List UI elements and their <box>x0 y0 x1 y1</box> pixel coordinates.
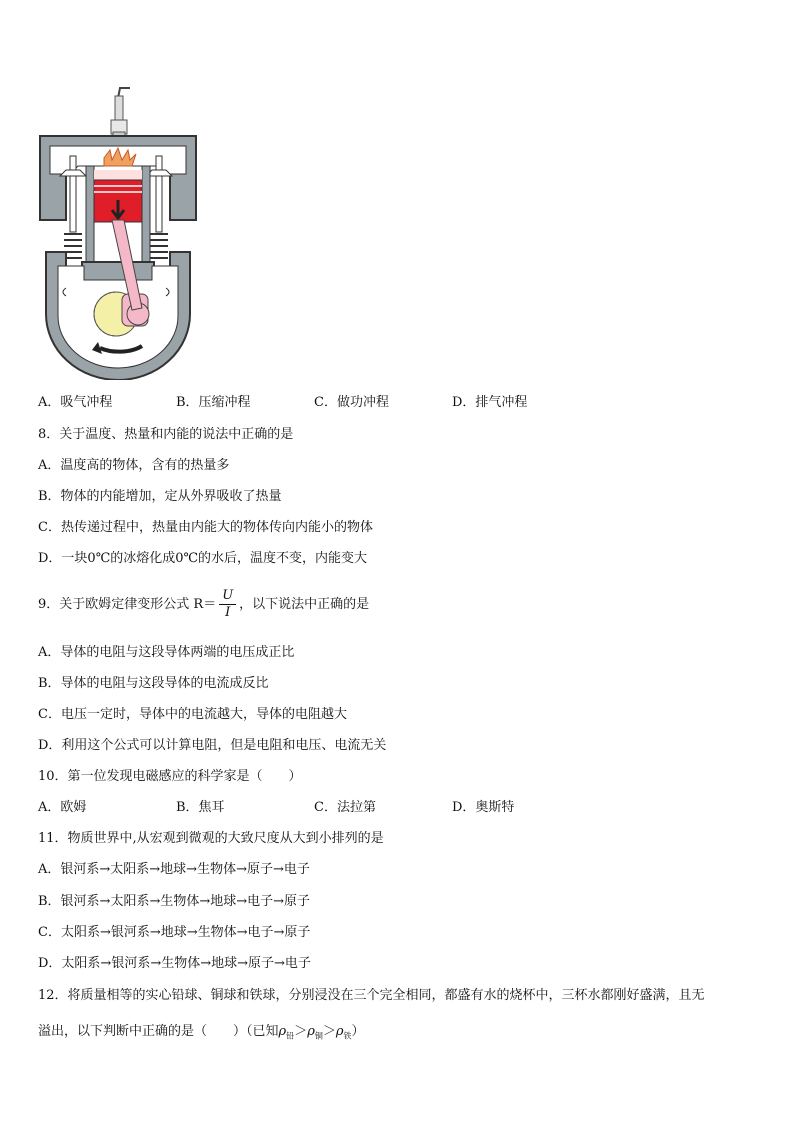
q11-option-b[interactable]: B．银河系→太阳系→生物体→地球→电子→原子 <box>38 894 311 909</box>
gt-sign-2: ＞ <box>322 1024 336 1039</box>
q12-line2-prefix: 溢出，以下判断中正确的是（ ）（已知 <box>38 1024 279 1039</box>
formula-numerator: U <box>219 588 236 605</box>
rho-lead: $\rho_铅$ <box>278 1024 295 1041</box>
q10-option-d[interactable]: D．奥斯特 <box>452 800 515 815</box>
q10-stem: 10．第一位发现电磁感应的科学家是（ ） <box>38 769 302 784</box>
engine-diagram <box>38 84 198 380</box>
ohm-formula-fraction <box>219 588 236 621</box>
q8-option-b[interactable]: B．物体的内能增加，定从外界吸收了热量 <box>38 489 282 504</box>
q9-option-c[interactable]: C．电压一定时，导体中的电流越大，导体的电阻越大 <box>38 707 347 722</box>
q7-option-a[interactable]: A．吸气冲程 <box>38 395 113 410</box>
q9-option-b[interactable]: B．导体的电阻与这段导体的电流成反比 <box>38 676 269 691</box>
q10-option-c[interactable]: C．法拉第 <box>314 800 376 815</box>
rho-iron: $\rho_铁$ <box>335 1024 352 1041</box>
q11-option-a[interactable]: A．银河系→太阳系→地球→生物体→原子→电子 <box>38 862 310 877</box>
rho-copper: $\rho_铜$ <box>307 1024 323 1041</box>
q7-option-b[interactable]: B．压缩冲程 <box>176 395 251 410</box>
q12-line2 <box>38 1023 365 1046</box>
q7-option-c[interactable]: C．做功冲程 <box>314 395 389 410</box>
q10-option-b[interactable]: B．焦耳 <box>176 800 225 815</box>
q12-line1: 12．将质量相等的实心铅球、铜球和铁球，分别浸没在三个完全相同，都盛有水的烧杯中，三杯水都刚好盛满，且无 <box>38 988 705 1003</box>
close-paren: ） <box>351 1024 365 1039</box>
q9-stem <box>38 586 369 624</box>
q11-option-c[interactable]: C．太阳系→银河系→地球→生物体→电子→原子 <box>38 925 311 940</box>
q9-stem-prefix: 9．关于欧姆定律变形公式 R＝ <box>38 597 217 612</box>
q8-option-c[interactable]: C．热传递过程中，热量由内能大的物体传向内能小的物体 <box>38 520 373 535</box>
q8-option-a[interactable]: A．温度高的物体，含有的热量多 <box>38 458 230 473</box>
q8-stem: 8．关于温度、热量和内能的说法中正确的是 <box>38 427 294 442</box>
q11-option-d[interactable]: D．太阳系→银河系→生物体→地球→原子→电子 <box>38 956 311 971</box>
formula-denominator: I <box>225 605 231 620</box>
q11-stem: 11．物质世界中,从宏观到微观的大致尺度从大到小排列的是 <box>38 831 384 846</box>
gt-sign-1: ＞ <box>294 1024 308 1039</box>
piston <box>94 180 142 222</box>
q9-option-d[interactable]: D．利用这个公式可以计算电阻，但是电阻和电压、电流无关 <box>38 738 387 753</box>
q7-option-d[interactable]: D．排气冲程 <box>452 395 528 410</box>
q10-option-a[interactable]: A．欧姆 <box>38 800 87 815</box>
q9-option-a[interactable]: A．导体的电阻与这段导体两端的电压成正比 <box>38 645 295 660</box>
q9-stem-suffix: ，以下说法中正确的是 <box>239 597 370 612</box>
q8-option-d[interactable]: D．一块0℃的冰熔化成0℃的水后，温度不变，内能变大 <box>38 551 368 566</box>
spark-plug <box>111 88 130 142</box>
